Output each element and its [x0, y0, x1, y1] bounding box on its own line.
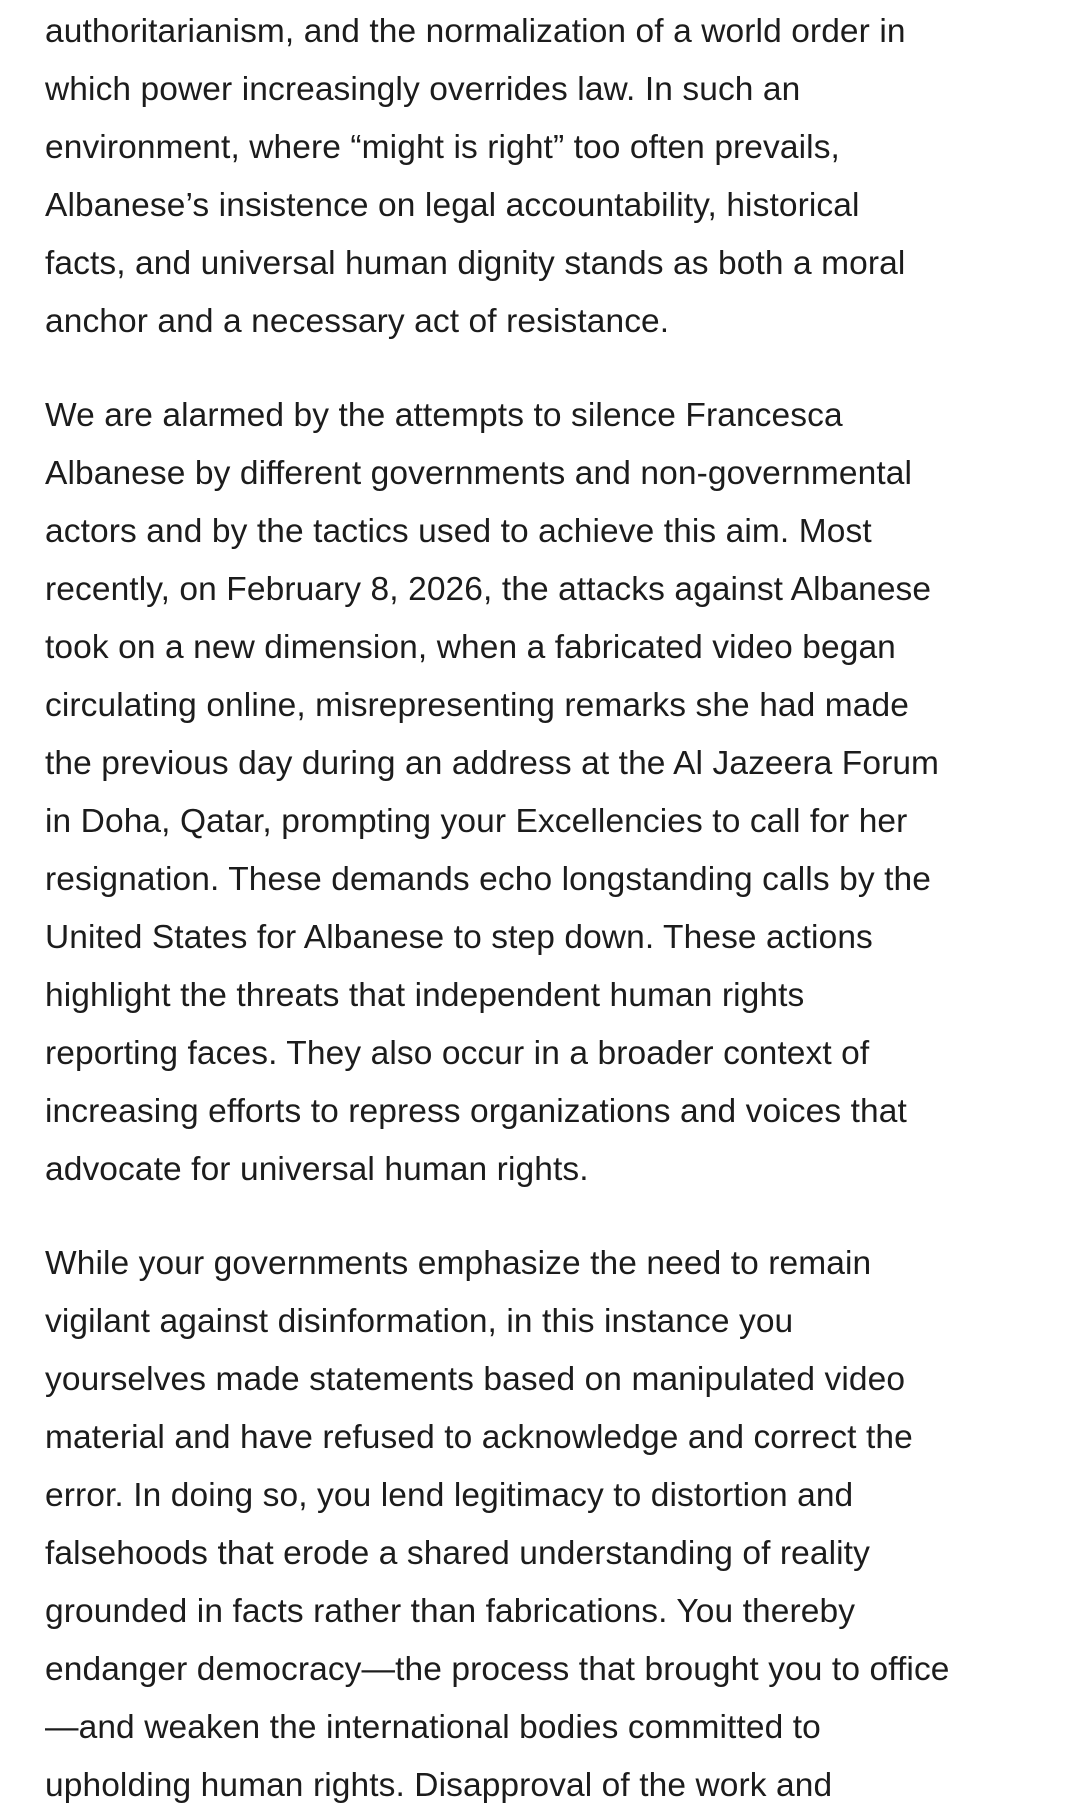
- paragraph-line: While your governments emphasize the need to remain: [45, 1245, 872, 1282]
- paragraph-line: anchor and a necessary act of resistance.: [45, 303, 670, 340]
- paragraph-line: took on a new dimension, when a fabricated video began: [45, 629, 896, 666]
- paragraph-line: yourselves made statements based on manipulated video: [45, 1361, 906, 1398]
- paragraph-line: —and weaken the international bodies committed to: [45, 1709, 821, 1746]
- article-body: [45, 0, 1045, 1815]
- paragraph-line: authoritarianism, and the normalization of a world order in: [45, 13, 906, 50]
- paragraph-line: Albanese by different governments and non-governmental: [45, 455, 913, 492]
- paragraph-line: Albanese’s insistence on legal accountability, historical: [45, 187, 860, 224]
- paragraph-line: reporting faces. They also occur in a broader context of: [45, 1035, 870, 1072]
- paragraph-line: environment, where “might is right” too often prevails,: [45, 129, 840, 166]
- paragraph-line: We are alarmed by the attempts to silence Francesca: [45, 397, 843, 434]
- paragraph-line: grounded in facts rather than fabrications. You thereby: [45, 1593, 856, 1630]
- paragraph-line: error. In doing so, you lend legitimacy to distortion and: [45, 1477, 854, 1514]
- paragraph-line: vigilant against disinformation, in this instance you: [45, 1303, 794, 1340]
- paragraph-line: circulating online, misrepresenting remarks she had made: [45, 687, 909, 724]
- paragraph-line: recently, on February 8, 2026, the attacks against Albanese: [45, 571, 932, 608]
- paragraph-line: which power increasingly overrides law. In such an: [45, 71, 801, 108]
- paragraph-line: resignation. These demands echo longstanding calls by the: [45, 861, 931, 898]
- paragraph-2: [45, 387, 1045, 1199]
- paragraph-line: highlight the threats that independent human rights: [45, 977, 805, 1014]
- paragraph-1: [45, 3, 1045, 351]
- paragraph-line: the previous day during an address at the Al Jazeera Forum: [45, 745, 940, 782]
- paragraph-spacer: [45, 351, 1045, 387]
- paragraph-line: facts, and universal human dignity stands as both a moral: [45, 245, 906, 282]
- paragraph-line: in Doha, Qatar, prompting your Excellencies to call for her: [45, 803, 908, 840]
- paragraph-line: United States for Albanese to step down. These actions: [45, 919, 873, 956]
- paragraph-line: upholding human rights. Disapproval of the work and: [45, 1767, 833, 1804]
- paragraph-line: endanger democracy—the process that brought you to office: [45, 1651, 950, 1688]
- paragraph-3: [45, 1235, 1045, 1815]
- paragraph-line: actors and by the tactics used to achieve this aim. Most: [45, 513, 872, 550]
- paragraph-line: increasing efforts to repress organizations and voices that: [45, 1093, 907, 1130]
- paragraph-line: advocate for universal human rights.: [45, 1151, 589, 1188]
- paragraph-line: material and have refused to acknowledge and correct the: [45, 1419, 913, 1456]
- paragraph-line: falsehoods that erode a shared understanding of reality: [45, 1535, 870, 1572]
- paragraph-spacer: [45, 1199, 1045, 1235]
